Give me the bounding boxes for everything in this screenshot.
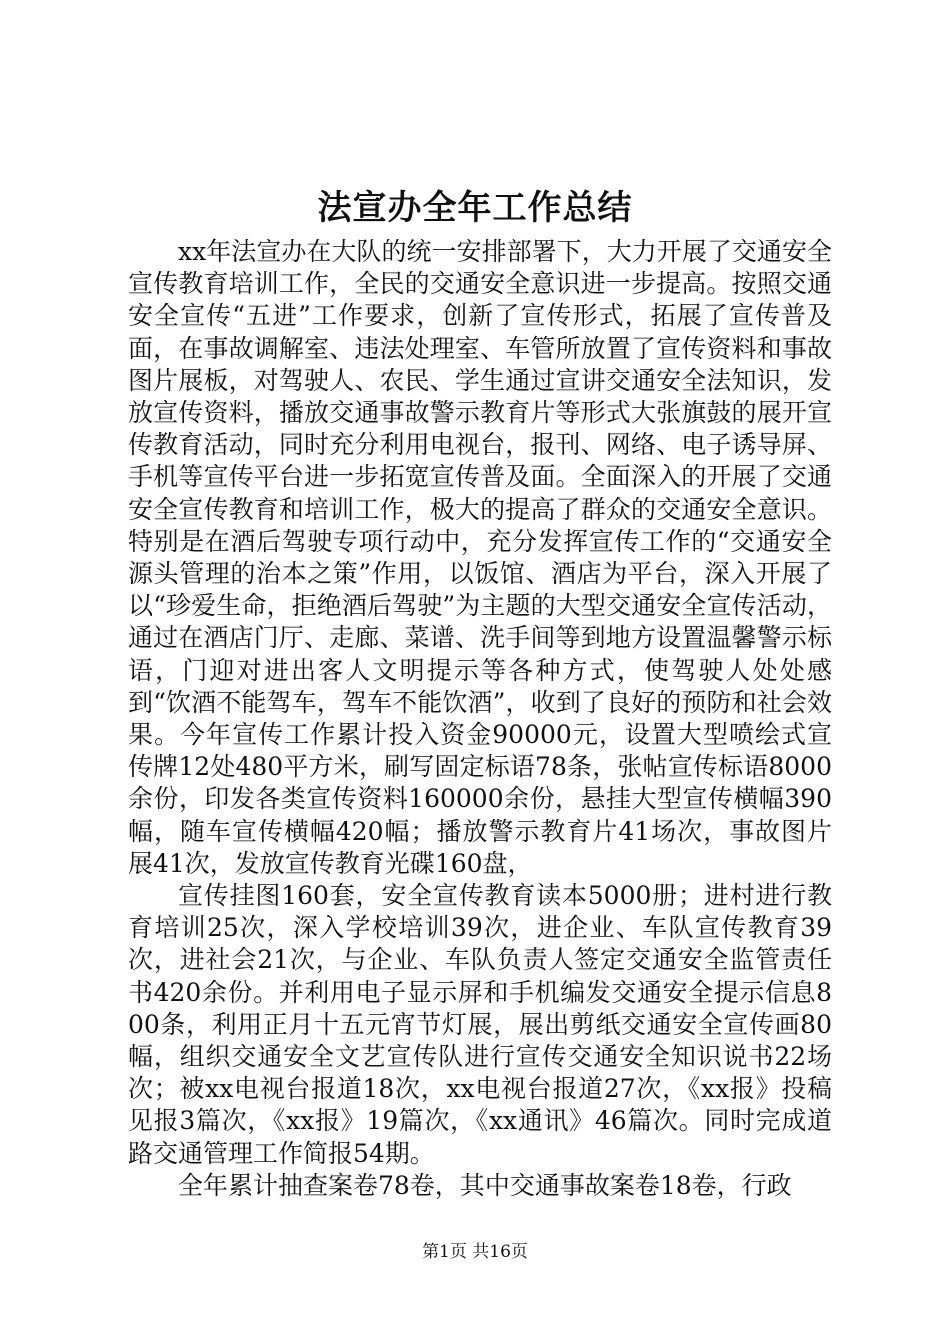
- paragraph-1: xx年法宣办在大队的统一安排部署下，大力开展了交通安全宣传教育培训工作，全民的交通安全意识进一步提高。按照交通安全宣传“五进”工作要求，创新了宣传形式，拓展了宣传普及面，在事故调解室、违法处理室、车管所放置了宣传资料和事故图片展板，对驾驶人、农民、学生通过宣讲交通安全法知识，发放宣传资料，播放交通事故警示教育片等形式大张旗鼓的展开宣传教育活动，同时充分利用电视台，报刊、网络、电子诱导屏、手机等宣传平台进一步拓宽宣传普及面。全面深入的开展了交通安全宣传教育和培训工作，极大的提高了群众的交通安全意识。特别是在酒后驾驶专项行动中，充分发挥宣传工作的“交通安全源头管理的治本之策”作用，以饭馆、酒店为平台，深入开展了以“珍爱生命，拒绝酒后驾驶”为主题的大型交通安全宣传活动，通过在酒店门厅、走廊、菜谱、洗手间等到地方设置温馨警示标语，门迎对进出客人文明提示等各种方式，使驾驶人处处感到“饮酒不能驾车，驾车不能饮酒”，收到了良好的预防和社会效果。今年宣传工作累计投入资金90000元，设置大型喷绘式宣传牌12处480平方米，刷写固定标语78条，张帖宣传标语8000余份，印发各类宣传资料160000余份，悬挂大型宣传横幅390幅，随车宣传横幅420幅；播放警示教育片41场次，事故图片展41次，发放宣传教育光碟160盘，: [128, 237, 832, 878]
- paragraph-2: 宣传挂图160套，安全宣传教育读本5000册；进村进行教育培训25次，深入学校培训39次，进企业、车队宣传教育39次，进社会21次，与企业、车队负责人签定交通安全监管责任书420余份。并利用电子显示屏和手机编发交通安全提示信息800条，利用正月十五元宵节灯展，展出剪纸交通安全宣传画80幅，组织交通安全文艺宣传队进行宣传交通安全知识说书22场次；被xx电视台报道18次，xx电视台报道27次，《xx报》投稿见报3篇次，《xx报》19篇次，《xx通讯》46篇次。同时完成道路交通管理工作简报54期。: [128, 881, 832, 1168]
- page-number-footer: 第1页 共16页: [422, 1242, 528, 1262]
- paragraph-3: 全年累计抽查案卷78卷，其中交通事故案卷18卷，行政: [178, 1170, 792, 1200]
- document-body: [128, 236, 832, 1202]
- document-title: 法宣办全年工作总结: [317, 188, 633, 228]
